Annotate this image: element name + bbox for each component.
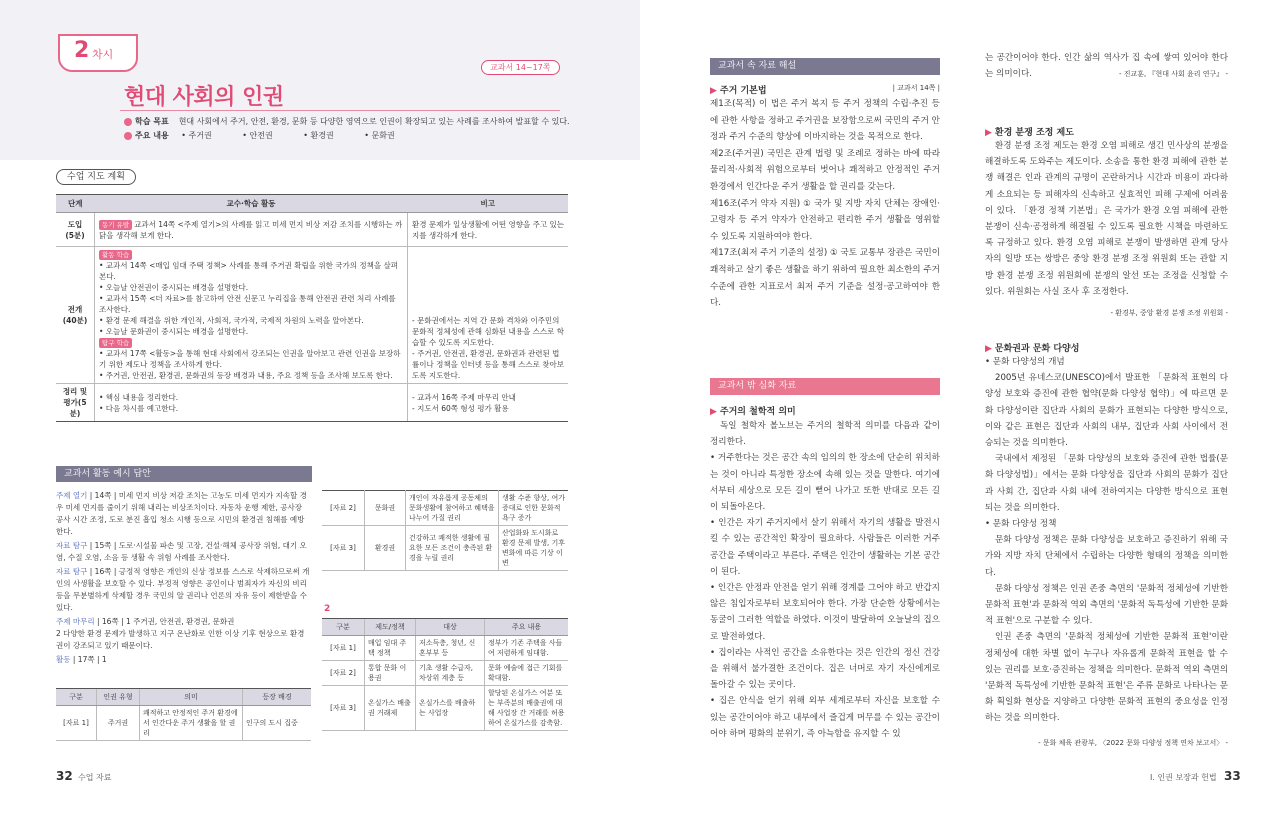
env-dispute-text: 환경 분쟁 조정 제도는 환경 오염 피해로 생긴 민사상의 분쟁을 해결하도록 도와주는 제도이다. 소송을 통한 환경 피해에 관한 분쟁 해결은 인과 관계의 규명이 곤란하거나 시간과 비용이 과다하게 소요되는 등 피해자의 신속하고 실효적인 피해 구제에 어려움이 있다. 「환경 정책 기본법」은 국가가 환경 오염 피해에 관한 분쟁이 신속·공정하게 해결될 수 있도록 필요한 시책을 마련하도록 규정하고 있다. 환경 오염 피해로 분쟁이 발생하면 관계 당사자의 일방 또는 쌍방은 중앙 환경 분쟁 조정 위원회 또는 관할 지방 환경 분쟁 조정 위원회에 분쟁의 알선 또는 조정을 신청할 수 있다. 위원회는 사실 조사 후 조정한다. (985, 141, 1228, 297)
list-item: - 지도서 60쪽 형성 평가 활용 (412, 403, 509, 413)
chapter-number: 2 (74, 38, 90, 63)
plan-header-note: 비고 (408, 195, 569, 213)
triangle-marker-icon: ▶ (710, 86, 717, 96)
triangle-marker-icon: ▶ (985, 128, 992, 138)
culture-text: • 문화 다양성의 개념 2005년 유네스코(UNESCO)에서 발표한 「문화적 표현의 다양성 보호와 증진에 관한 협약(문화 다양성 협약)」에 따르면 문화 다양성이란 집단과 사회의 문화가 표현되는 다양한 방식으로, 이와 같은 표현은 집단과 사회의 내부, 집단과 사회 사이에서 전승되는 것을 의미한다. 국내에서 제정된 「문화 다양성의 보호와 증진에 관한 법률(문화 다양성법)」에서는 문화 다양성을 집단과 사회의 문화가 집단과 사회 간, 집단과 사회 내에 전하여지는 다양한 방식으로 표현되는 것을 의미한다. • 문화 다양성 정책 문화 다양성 정책은 문화 다양성을 보호하고 증진하기 위해 국가와 지방 자치 단체에서 수립하는 다양한 형태의 정책을 의미한다. 문화 다양성 정책은 인권 존중 측면의 '문화적 정체성에 기반한 문화적 표현'과 문화적 역외 측면의 '문화적 독특성에 기반한 문화적 표현'으로 구분할 수 있다. 인권 존중 측면의 '문화적 정체성에 기반한 문화적 표현'이란 정체성에 대한 차별 없이 누구나 자유롭게 문화적 표현을 할 수 있는 권리를 보호·증진하는 정책을 의미한다. 문화적 역외 측면의 '문화적 독특성에 기반한 문화적 표현'은 주류 문화로 나타나는 문화 획일화 현상을 지양하고 다양한 문화적 표현의 중요성을 인정하는 것을 의미한다. (985, 357, 1228, 724)
list-item: 2 다양한 환경 문제가 발생하고 지구 온난화로 인한 이상 기후 현상으로 환경권이 강조되고 있기 때문이다. (56, 629, 305, 650)
plan-header-stage: 단계 (56, 195, 95, 213)
list-item: • 거주한다는 것은 공간 속의 임의의 한 장소에 단순히 위치하는 것이 아니라 특정한 장소에 속해 있는 것을 말한다. 여기에서부터 세상으로 모든 길이 뻗어 나가고 또한 반대로 모든 길이 되돌아온다. (710, 453, 940, 513)
table-row: [자료 3] 환경권 건강하고 쾌적한 생활에 필요한 모든 조건이 충족된 환경을 누릴 권리 산업화와 도시화로 환경 문제 발생, 기후변화에 따른 기상 이변 (322, 526, 568, 571)
plan-header-activity: 교수·학습 활동 (95, 195, 408, 213)
learning-goal: 학습 목표 현대 사회에서 주거, 안전, 환경, 문화 등 다양한 영역으로 인권이 확장되고 있는 사례를 조사하여 발표할 수 있다. (124, 116, 570, 127)
section-band-extra: 교과서 밖 심화 자료 (710, 378, 940, 395)
tag-badge: 탐구 학습 (99, 338, 132, 348)
list-item: 활동 | 17쪽 | 1 (56, 655, 107, 664)
tag-badge: 동기 유발 (99, 220, 132, 230)
list-item: • 핵심 내용을 정리한다. (99, 392, 179, 402)
list-item: • 교과서 15쪽 <더 자료>를 참고하여 안전 신문고 누리집을 통해 안전권 관련 처리 사례를 조사한다. (99, 294, 396, 314)
philosophy-text-cont: 는 공간이어야 한다. 인간 삶의 역사가 집 속에 쌓여 있어야 한다는 의미이다. (985, 53, 1228, 80)
culture-source: - 문화 체육 관광부, 〈2022 문화 다양성 정책 연차 보고서〉 - (1038, 739, 1228, 747)
philosophy-source: - 진교훈, 『현대 사회 윤리 연구』 - (1118, 70, 1228, 78)
housing-law-text: 제1조(목적) 이 법은 주거 복지 등 주거 정책의 수립·추진 등에 관한 사항을 정하고 주거권을 보장함으로써 국민의 주거 안정과 주거 수준의 향상에 이바지하는 것을 목적으로 한다. 제2조(주거권) 국민은 관계 법령 및 조례로 정하는 바에 따라 물리적·사회적 위험으로부터 벗어나 쾌적하고 안정적인 주거 환경에서 인간다운 주거 생활을 할 권리를 갖는다. 제16조(주거 약자 지원) ① 국가 및 지방 자치 단체는 장애인·고령자 등 주거 약자가 안전하고 편리한 주거 생활을 영위할 수 있도록 지원하여야 한다. 제17조(최저 주거 기준의 설정) ① 국토 교통부 장관은 국민이 쾌적하고 살기 좋은 생활을 하기 위하여 필요한 최소한의 주거 수준에 관한 지표로서 최저 주거 기준을 설정·공고하여야 한다. (710, 99, 940, 309)
tag-badge: 활동 학습 (99, 250, 132, 260)
philosophy-text: 독일 철학자 볼노브는 주거의 철학적 의미를 다음과 같이 정리한다. • 거주한다는 것은 공간 속의 임의의 한 장소에 단순히 위치하는 것이 아니라 특정한 장소에 속해 있는 것을 말한다. 여기에서부터 세상으로 모든 길이 뻗어 나가고 또한 반대로 모든 길이 되돌아온다. • 인간은 자기 주거지에서 살기 위해서 자기의 생활을 발전시킬 수 있는 공간적인 확장이 필요하다. 사람들은 이러한 거주 공간을 주택이라고 부른다. 주택은 인간이 생활하는 기본 공간이 된다. • 인간은 안정과 안전을 얻기 위해 경계를 그어야 하고 반갑지 않은 침입자로부터 보호되어야 한다. 가장 단순한 상황에서는 동굴이 그러한 역할을 하였다. 이것이 발달하여 오늘날의 집으로 발전하였다. • 집이라는 사적인 공간을 소유한다는 것은 인간의 정신 건강을 위해서 불가결한 조건이다. 집은 너머로 자기 자신에게로 돌아갈 수 있는 곳이다. • 집은 안식을 얻기 위해 외부 세계로부터 자신을 보호할 수 있는 공간이어야 하고 내부에서 즐겁게 머무를 수 있는 공간이어야 하며 평화의 분위기, 즉 아늑함을 유지할 수 있 (710, 418, 940, 742)
activity-section-title: 교과서 활동 예시 답안 (56, 466, 312, 482)
list-item: • 다음 차시를 예고한다. (99, 403, 179, 413)
list-item: - 주거권, 안전권, 환경권, 문화권과 관련된 법률이나 정책을 인터넷 등을 통해 스스로 찾아보도록 지도한다. (412, 349, 564, 380)
activity-table-2: 구분 제도/정책 대상 주요 내용 [자료 1] 매입 임대 주택 정책 저소득층, 청년, 신혼부부 등 정부가 기존 주택을 사들여 저렴하게 임대함. [자료 2] 통합 문화 이용권 기초 생활 수급자, 차상위 계층 등 문화 예술에 접근 기회를 확대함. [자료 3] 온실가스 배출권 거래제 온실가스를 배출하는 사업장 할당된 온실가스 여분 또는 부족분의 배출권에 대해 사업장 간 거래를 허용하여 온실가스를 감축함. (322, 618, 568, 731)
list-item: • 인간은 자기 주거지에서 살기 위해서 자기의 생활을 발전시킬 수 있는 공간적인 확장이 필요하다. 사람들은 이러한 거주 공간을 주택이라고 부른다. 주택은 인간이 생활하는 기본 공간이 된다. (710, 518, 940, 577)
list-item: 자료 탐구 | 16쪽 | 긍정적 영향은 개인의 신상 정보를 스스로 삭제하므로써 개인의 사생활을 보호할 수 있다. 부정적 영향은 공인이나 범죄자가 자신의 비리 등을 무분별하게 삭제할 경우 국민의 알 권리나 언론의 자유 등이 제한받을 수 있다. (56, 567, 310, 612)
page-number: 32 (56, 769, 73, 783)
chapter-unit: 차시 (92, 48, 114, 61)
triangle-marker-icon: ▶ (710, 407, 717, 417)
list-item: • 오늘날 문화권이 중시되는 배경을 설명한다. (99, 327, 249, 336)
triangle-marker-icon: ▶ (985, 344, 992, 354)
list-item: • 교과서 14쪽 <매입 임대 주택 정책> 사례를 통해 주거권 확립을 위한 국가의 정책을 살펴본다. (99, 261, 398, 281)
activity-table-1a: 구분 인권 유형 의미 등장 배경 [자료 1] 주거권 쾌적하고 안정적인 주거 환경에서 인간다운 주거 생활을 할 권리 인구의 도시 집중 (56, 688, 311, 741)
list-item: • 주거권, 안전권, 환경권, 문화권의 등장 배경과 내용, 주요 정책 등을 조사해 보도록 한다. (99, 371, 393, 380)
page-title: 현대 사회의 인권 (124, 85, 284, 110)
chapter-badge (58, 34, 138, 72)
activity-answers (56, 490, 311, 666)
env-dispute-source: - 환경부, 중앙 환경 분쟁 조정 위원회 - (1110, 309, 1228, 317)
list-item: • 오늘날 안전권이 중시되는 배경을 설명한다. (99, 283, 249, 292)
list-item: - 교과서 16쪽 주제 마무리 안내 (412, 392, 516, 402)
bullet-dot-icon (124, 118, 132, 126)
title-divider (120, 110, 560, 111)
culture-heading: ▶ 문화권과 문화 다양성 (985, 344, 1080, 354)
section-band-textbook: 교과서 속 자료 해설 (710, 58, 940, 75)
table-row: 도입 (5분) 동기 유발 교과서 14쪽 <주제 열기>의 사례를 읽고 미세 먼지 비상 저감 조치를 시행하는 까닭을 생각해 보게 한다. 환경 문제가 일상생활에 어떤 영향을 주고 있는지를 생각하게 한다. (56, 213, 568, 247)
table-row: 정리 및 평가(5분) • 핵심 내용을 정리한다. • 다음 차시를 예고한다. - 교과서 16쪽 주제 마무리 안내 - 지도서 60쪽 형성 평가 활용 (56, 384, 568, 422)
list-item: • 집이라는 사적인 공간을 소유한다는 것은 인간의 정신 건강을 위해서 불가결한 조건이다. 집은 너머로 자기 자신에게로 돌아갈 수 있는 곳이다. (710, 647, 940, 691)
list-item: 주제 마무리 | 16쪽 | 1 주거권, 안전권, 환경권, 문화권 (56, 617, 235, 626)
plan-title: 수업 지도 계획 (56, 169, 136, 185)
table-row: [자료 3] 온실가스 배출권 거래제 온실가스를 배출하는 사업장 할당된 온실가스 여분 또는 부족분의 배출권에 대해 사업장 간 거래를 허용하여 온실가스를 감축함. (322, 686, 568, 731)
list-item: • 환경 문제 해결을 위한 개인적, 사회적, 국가적, 국제적 차원의 노력을 알아본다. (99, 316, 364, 325)
activity-table-1b (322, 490, 568, 571)
table-row: [자료 2] 문화권 개인이 자유롭게 공동체의 문화생활에 참여하고 혜택을 나누어 가질 권리 생활 수준 향상, 여가 증대로 인한 문화적 욕구 증가 (322, 491, 568, 526)
list-item: 자료 탐구 | 15쪽 | 도로·시설물 파손 및 고장, 건설·해체 공사장 위험, 대기 오염, 수질 오염, 소음 등 생활 속 위험 사례를 조사한다. (56, 541, 307, 562)
philosophy-heading: ▶ 주거의 철학적 의미 (710, 407, 796, 417)
list-item: • 교과서 17쪽 <활동>을 통해 현대 사회에서 강조되는 인권을 알아보고 관련 인권을 보장하기 위한 제도나 정책을 조사하게 한다. (99, 349, 401, 369)
table-row: [자료 1] 매입 임대 주택 정책 저소득층, 청년, 신혼부부 등 정부가 기존 주택을 사들여 저렴하게 임대함. (322, 636, 568, 661)
right-page (640, 0, 1280, 814)
bullet-dot-icon (124, 132, 132, 140)
env-dispute-heading: ▶ 환경 분쟁 조정 제도 (985, 128, 1074, 138)
page-number: 33 (1224, 769, 1241, 783)
textbook-pages-tag: 교과서 14~17쪽 (481, 60, 560, 75)
list-item: 주제 열기 | 14쪽 | 미세 먼지 비상 저감 조치는 고농도 미세 먼지가 지속할 경우 미세 먼지를 줄이기 위해 내리는 비상조치이다. 자동차 운행 제한, 공사장 공사 시간 조정, 도로 분진 흡입 청소 시행 등으로 시민의 환경권 침해를 예방한다. (56, 491, 307, 536)
answer-2-label: 2 (324, 604, 331, 614)
page-footer: Ⅰ. 인권 보장과 헌법 (1150, 773, 1217, 782)
table-row: [자료 1] 주거권 쾌적하고 안정적인 주거 환경에서 인간다운 주거 생활을 할 권리 인구의 도시 집중 (56, 706, 311, 741)
housing-law-heading: ▶ 주거 기본법 | 교과서 14쪽 | (710, 84, 940, 96)
table-row: 전개 (40분) 활동 학습 • 교과서 14쪽 <매입 임대 주택 정책> 사례를 통해 주거권 확립을 위한 국가의 정책을 살펴본다. • 오늘날 안전권이 중시되는 배경을 설명한다. • 교과서 15쪽 <더 자료>를 참고하여 안전 신문고 누리집을 통해 안전권 관련 처리 사례를 조사한다. • 환경 문제 해결을 위한 개인적, 사회적, 국가적, 국제적 차원의 노력을 알아본다. • 오늘날 문화권이 중시되는 배경을 설명한다. 탐구 학습 • 교과서 17쪽 <활동>을 통해 현대 사회에서 강조되는 인권을 알아보고 관련 인권을 보장하기 위한 제도나 정책을 조사하게 한다. • 주거권, 안전권, 환경권, 문화권의 등장 배경과 내용, 주요 정책 등을 조사해 보도록 한다. - 문화권에서는 지역 간 문화 격차와 이주민의 문화적 정체성에 관해 심화된 내용을 스스로 학습할 수 있도록 지도한다. - 주거권, 안전권, 환경권, 문화권과 관련된 법률이나 정책을 인터넷 등을 통해 스스로 찾아보도록 지도한다. (56, 247, 568, 384)
list-item: - 문화권에서는 지역 간 문화 격차와 이주민의 문화적 정체성에 관해 심화된 내용을 스스로 학습할 수 있도록 지도한다. (412, 316, 564, 347)
list-item: • 집은 안식을 얻기 위해 외부 세계로부터 자신을 보호할 수 있는 공간이어야 하고 내부에서 즐겁게 머무를 수 있는 공간이어야 하며 평화의 분위기, 즉 아늑함을 유지할 수 있 (710, 696, 940, 739)
page-footer: 수업 자료 (78, 773, 112, 782)
main-content: 주요 내용 • 주거권 • 안전권 • 환경권 • 문화권 (124, 130, 423, 141)
table-row: [자료 2] 통합 문화 이용권 기초 생활 수급자, 차상위 계층 등 문화 예술에 접근 기회를 확대함. (322, 661, 568, 686)
lesson-plan-table (56, 194, 568, 422)
list-item: • 인간은 안정과 안전을 얻기 위해 경계를 그어야 하고 반갑지 않은 침입자로부터 보호되어야 한다. 가장 단순한 상황에서는 동굴이 그러한 역할을 하였다. 이것이 발달하여 오늘날의 집으로 발전하였다. (710, 583, 940, 642)
